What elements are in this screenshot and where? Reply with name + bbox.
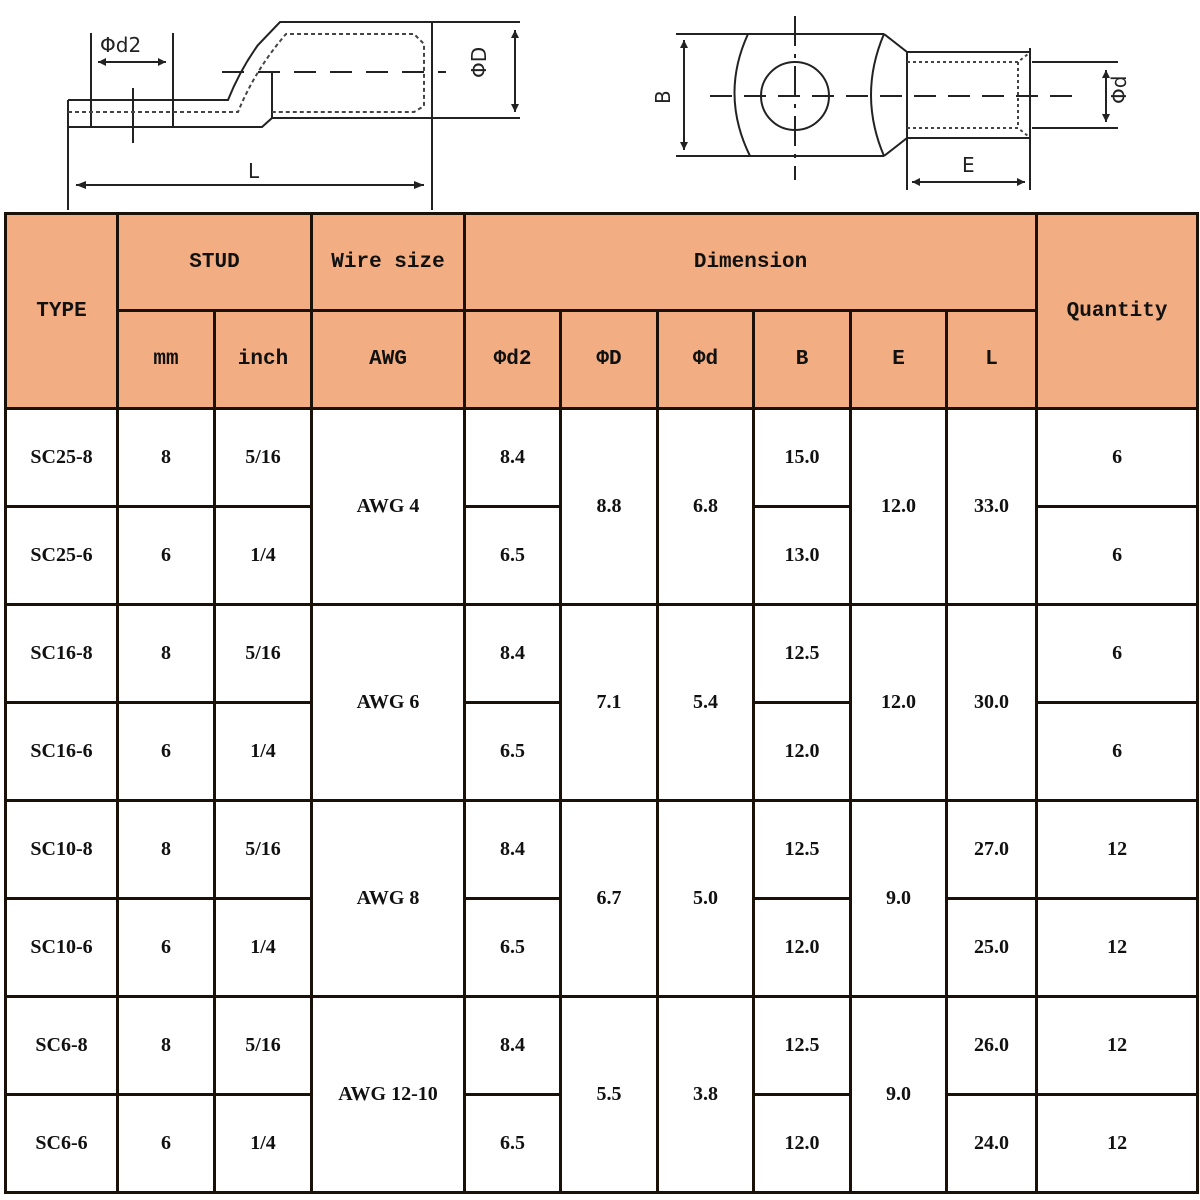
type-cell: SC16-6: [6, 703, 118, 801]
D-cell: 7.1: [561, 605, 658, 801]
inner-diameter-label: Φd: [1107, 75, 1131, 104]
d-cell: 6.8: [658, 409, 754, 605]
d2-cell: 8.4: [465, 409, 561, 507]
qty-cell: 6: [1037, 507, 1198, 605]
type-cell: SC6-6: [6, 1095, 118, 1193]
d2-cell: 6.5: [465, 703, 561, 801]
inch-cell: 5/16: [215, 605, 312, 703]
type-cell: SC16-8: [6, 605, 118, 703]
L-cell: 30.0: [947, 605, 1037, 801]
qty-cell: 12: [1037, 899, 1198, 997]
awg-cell: AWG 6: [312, 605, 465, 801]
header-quantity: Quantity: [1037, 214, 1198, 409]
mm-cell: 8: [118, 605, 215, 703]
width-dimension-label: B: [651, 90, 675, 104]
header-type: TYPE: [6, 214, 118, 409]
inch-cell: 1/4: [215, 507, 312, 605]
header-wire-size: Wire size: [312, 214, 465, 311]
header-d: Φd: [658, 311, 754, 409]
lug-side-view-diagram: [0, 0, 540, 212]
lug-specification-table: [4, 212, 1199, 1194]
L-cell: 25.0: [947, 899, 1037, 997]
d2-dimension-label: Φd2: [100, 33, 142, 57]
E-cell: 9.0: [851, 997, 947, 1193]
L-cell: 24.0: [947, 1095, 1037, 1193]
E-cell: 12.0: [851, 605, 947, 801]
qty-cell: 12: [1037, 997, 1198, 1095]
barrel-length-label: E: [962, 153, 975, 177]
L-cell: 33.0: [947, 409, 1037, 605]
d2-cell: 6.5: [465, 899, 561, 997]
header-awg: AWG: [312, 311, 465, 409]
type-cell: SC25-6: [6, 507, 118, 605]
L-cell: 27.0: [947, 801, 1037, 899]
d-cell: 5.0: [658, 801, 754, 997]
mm-cell: 6: [118, 1095, 215, 1193]
header-row-top: [6, 214, 1198, 311]
qty-cell: 6: [1037, 703, 1198, 801]
header-dimension: Dimension: [465, 214, 1037, 311]
length-dimension-label: L: [248, 159, 260, 183]
D-cell: 5.5: [561, 997, 658, 1193]
header-B: B: [754, 311, 851, 409]
header-L: L: [947, 311, 1037, 409]
inch-cell: 1/4: [215, 899, 312, 997]
awg-cell: AWG 12-10: [312, 997, 465, 1193]
d2-cell: 6.5: [465, 1095, 561, 1193]
d2-cell: 6.5: [465, 507, 561, 605]
inch-cell: 1/4: [215, 703, 312, 801]
qty-cell: 6: [1037, 409, 1198, 507]
d2-cell: 8.4: [465, 997, 561, 1095]
inch-cell: 1/4: [215, 1095, 312, 1193]
type-cell: SC10-8: [6, 801, 118, 899]
inch-cell: 5/16: [215, 997, 312, 1095]
B-cell: 12.5: [754, 997, 851, 1095]
table-row: [6, 801, 1198, 899]
header-stud: STUD: [118, 214, 312, 311]
mm-cell: 6: [118, 507, 215, 605]
outer-diameter-label: ΦD: [467, 46, 491, 78]
inch-cell: 5/16: [215, 801, 312, 899]
B-cell: 12.5: [754, 605, 851, 703]
d2-cell: 8.4: [465, 605, 561, 703]
B-cell: 15.0: [754, 409, 851, 507]
qty-cell: 12: [1037, 801, 1198, 899]
mm-cell: 8: [118, 997, 215, 1095]
B-cell: 12.5: [754, 801, 851, 899]
header-E: E: [851, 311, 947, 409]
d-cell: 3.8: [658, 997, 754, 1193]
mm-cell: 8: [118, 801, 215, 899]
qty-cell: 6: [1037, 605, 1198, 703]
E-cell: 12.0: [851, 409, 947, 605]
lug-top-view-diagram: [640, 0, 1200, 212]
d2-cell: 8.4: [465, 801, 561, 899]
B-cell: 12.0: [754, 1095, 851, 1193]
D-cell: 8.8: [561, 409, 658, 605]
header-inch: inch: [215, 311, 312, 409]
awg-cell: AWG 4: [312, 409, 465, 605]
header-d2: Φd2: [465, 311, 561, 409]
mm-cell: 6: [118, 703, 215, 801]
type-cell: SC25-8: [6, 409, 118, 507]
D-cell: 6.7: [561, 801, 658, 997]
header-D: ΦD: [561, 311, 658, 409]
L-cell: 26.0: [947, 997, 1037, 1095]
type-cell: SC6-8: [6, 997, 118, 1095]
mm-cell: 8: [118, 409, 215, 507]
B-cell: 13.0: [754, 507, 851, 605]
E-cell: 9.0: [851, 801, 947, 997]
table-row: [6, 605, 1198, 703]
header-mm: mm: [118, 311, 215, 409]
B-cell: 12.0: [754, 703, 851, 801]
B-cell: 12.0: [754, 899, 851, 997]
header-row-sub: [6, 311, 1198, 409]
qty-cell: 12: [1037, 1095, 1198, 1193]
table-row: [6, 997, 1198, 1095]
awg-cell: AWG 8: [312, 801, 465, 997]
type-cell: SC10-6: [6, 899, 118, 997]
inch-cell: 5/16: [215, 409, 312, 507]
d-cell: 5.4: [658, 605, 754, 801]
table-row: [6, 409, 1198, 507]
mm-cell: 6: [118, 899, 215, 997]
